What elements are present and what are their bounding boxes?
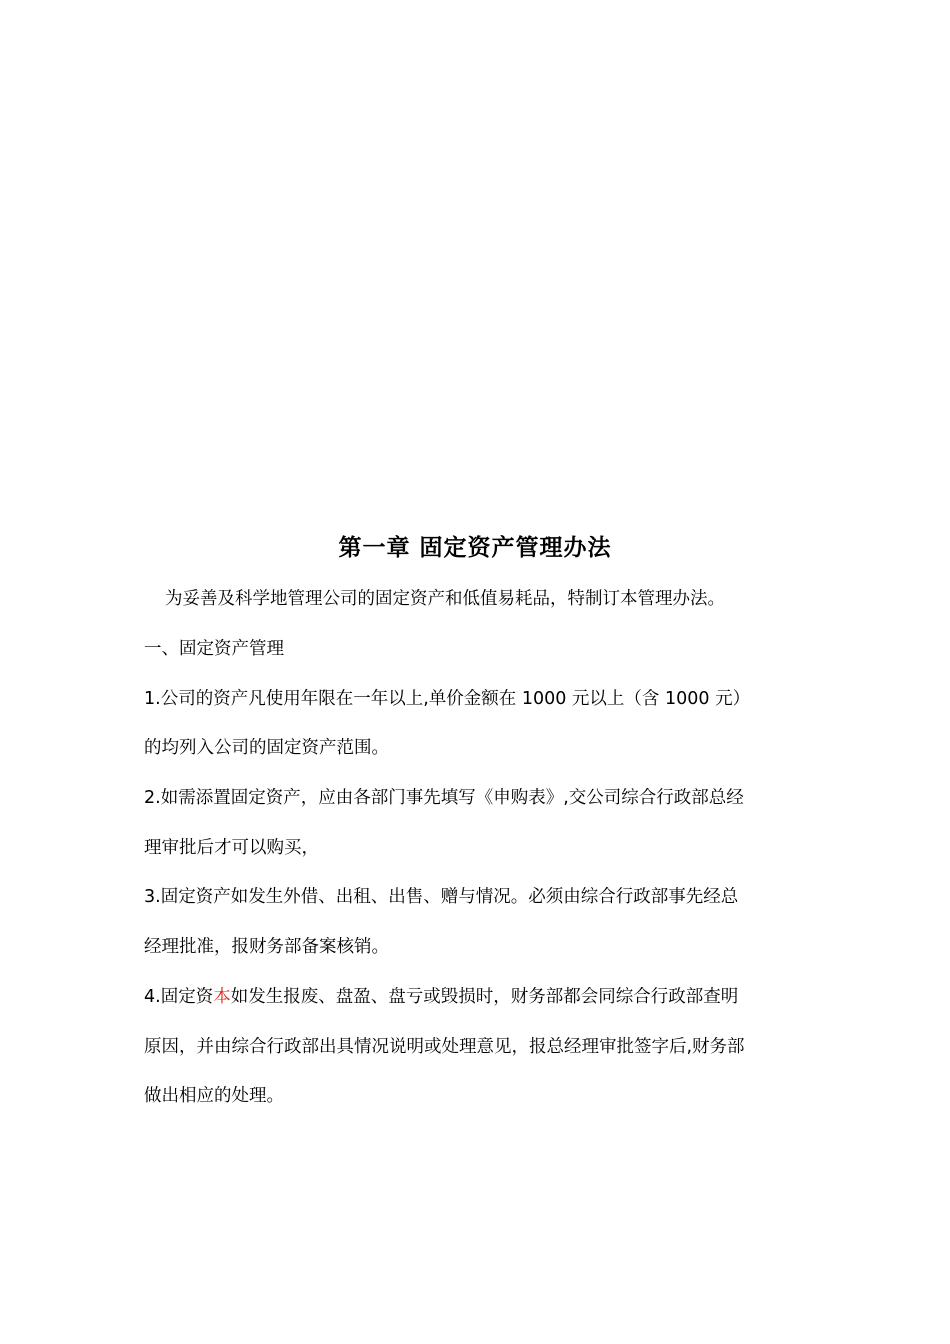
item-4-prefix: 4.固定资 (144, 987, 214, 1007)
item-2-line-2: 理审批后才可以购买， (144, 838, 319, 858)
item-2-line-1: 2.如需添置固定资产，应由各部门事先填写《申购表》,交公司综合行政部总经 (144, 788, 744, 808)
item-4-line-2: 原因，并由综合行政部出具情况说明或处理意见，报总经理审批签字后,财务部 (144, 1037, 745, 1057)
intro-paragraph: 为妥善及科学地管理公司的固定资产和低值易耗品，特制订本管理办法。 (165, 589, 725, 609)
section-heading: 一、固定资产管理 (144, 639, 284, 659)
highlighted-char: 本 (213, 987, 231, 1007)
item-4-line-3: 做出相应的处理。 (144, 1086, 284, 1106)
item-3-line-2: 经理批准，报财务部备案核销。 (144, 937, 389, 957)
chapter-title: 第一章 固定资产管理办法 (338, 535, 612, 561)
item-1-line-2: 的均列入公司的固定资产范围。 (144, 738, 389, 758)
item-3-line-1: 3.固定资产如发生外借、出租、出售、赠与情况。必须由综合行政部事先经总 (144, 887, 739, 907)
item-1-line-1: 1.公司的资产凡使用年限在一年以上,单价金额在 1000 元以上（含 1000 元） (144, 689, 751, 709)
item-4-suffix: 如发生报废、盘盈、盘亏或毁损时，财务部都会同综合行政部查明 (230, 987, 739, 1007)
item-4-line-1 (144, 982, 738, 1012)
